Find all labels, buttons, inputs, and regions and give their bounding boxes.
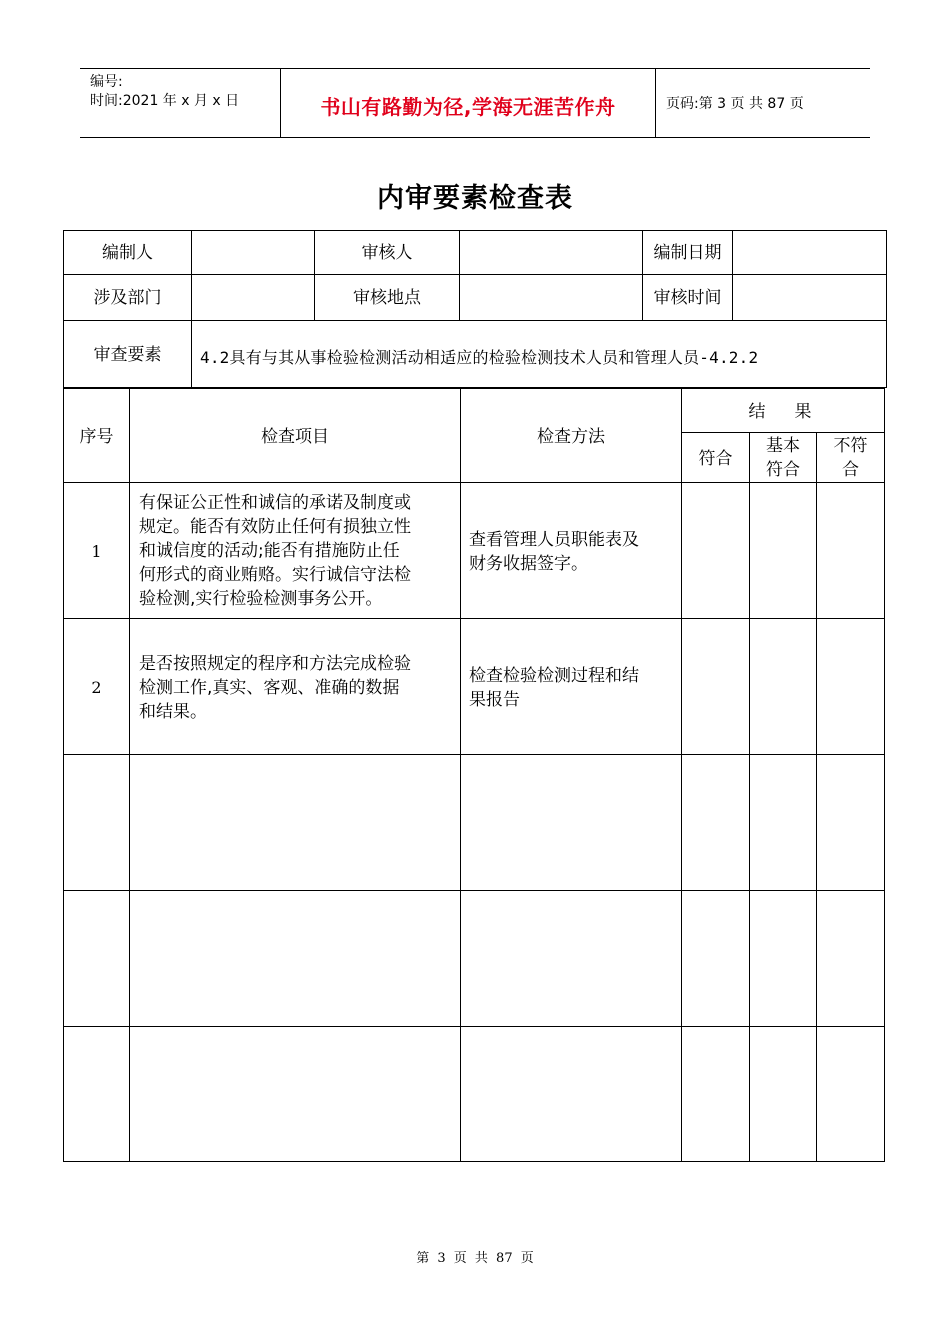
header-method: 检查方法 xyxy=(537,427,605,447)
header-page-info: 页码:第 3 页 共 87 页 xyxy=(666,96,804,112)
column-divider xyxy=(460,388,461,1161)
header-meta xyxy=(90,73,239,111)
row-2-item-line: 检测工作,真实、客观、准确的数据 xyxy=(139,678,400,698)
row-2-method xyxy=(469,664,681,712)
column-divider xyxy=(681,388,682,1161)
row-divider xyxy=(681,432,884,433)
check-table xyxy=(63,388,885,1162)
header-conform: 符合 xyxy=(698,449,733,469)
info-table xyxy=(63,230,887,388)
row-divider xyxy=(64,274,886,275)
header-nonconform-line: 合 xyxy=(842,460,859,480)
header-basic-conform-line: 基本 xyxy=(766,436,800,456)
column-divider xyxy=(732,231,733,320)
element-label: 审查要素 xyxy=(93,345,162,365)
header-basic-conform-line: 符合 xyxy=(766,460,800,480)
review-time-label: 审核时间 xyxy=(653,288,722,308)
header-motto: 书山有路勤为径,学海无涯苦作舟 xyxy=(320,95,616,119)
element-value: 4.2具有与其从事检验检测活动相适应的检验检测技术人员和管理人员-4.2.2 xyxy=(200,348,759,367)
row-1-item-line: 验检测,实行检验检测事务公开。 xyxy=(139,589,383,609)
row-1-method xyxy=(469,528,681,576)
row-divider xyxy=(64,890,884,891)
row-2-seq: 2 xyxy=(91,678,102,697)
document-header xyxy=(80,68,870,138)
page-footer: 第 3 页 共 87 页 xyxy=(416,1251,534,1266)
row-1-method-line: 财务收据签字。 xyxy=(469,554,588,574)
header-item: 检查项目 xyxy=(261,427,329,447)
row-2-method-line: 果报告 xyxy=(469,690,520,710)
header-result: 结 果 xyxy=(748,402,818,422)
location-label: 审核地点 xyxy=(353,288,421,308)
header-nonconform-line: 不符 xyxy=(833,436,868,456)
row-2-item-line: 是否按照规定的程序和方法完成检验 xyxy=(139,654,411,674)
row-divider xyxy=(64,754,884,755)
row-1-item-line: 有保证公正性和诚信的承诺及制度或 xyxy=(139,493,411,513)
compile-date-label: 编制日期 xyxy=(653,243,722,263)
page-title: 内审要素检查表 xyxy=(377,183,573,214)
header-divider xyxy=(655,69,656,137)
row-1-item-line: 何形式的商业贿赂。实行诚信守法检 xyxy=(139,565,411,585)
row-2-item xyxy=(139,652,459,724)
column-divider xyxy=(749,432,750,1161)
row-1-seq: 1 xyxy=(91,542,102,561)
row-divider xyxy=(64,1026,884,1027)
row-1-item-line: 和诚信度的活动;能否有措施防止任 xyxy=(139,541,400,561)
row-1-item-line: 规定。能否有效防止任何有损独立性 xyxy=(139,517,411,537)
document-number-label: 编号: xyxy=(90,74,123,90)
header-basic-conform xyxy=(750,434,816,482)
document-time-label: 时间:2021 年 x 月 x 日 xyxy=(90,93,240,109)
row-divider xyxy=(64,618,884,619)
row-1-method-line: 查看管理人员职能表及 xyxy=(469,530,639,550)
row-2-method-line: 检查检验检测过程和结 xyxy=(469,666,639,686)
row-divider xyxy=(64,388,884,389)
header-seq: 序号 xyxy=(79,427,114,447)
row-1-item xyxy=(139,491,459,611)
row-2-item-line: 和结果。 xyxy=(139,702,207,722)
header-nonconform xyxy=(817,434,884,482)
department-label: 涉及部门 xyxy=(93,288,162,308)
compiler-label: 编制人 xyxy=(102,243,153,263)
reviewer-label: 审核人 xyxy=(361,243,413,263)
row-divider xyxy=(64,482,884,483)
column-divider xyxy=(459,231,460,320)
column-divider xyxy=(129,388,130,1161)
column-divider xyxy=(816,432,817,1161)
row-divider xyxy=(64,320,886,321)
column-divider xyxy=(191,231,192,388)
